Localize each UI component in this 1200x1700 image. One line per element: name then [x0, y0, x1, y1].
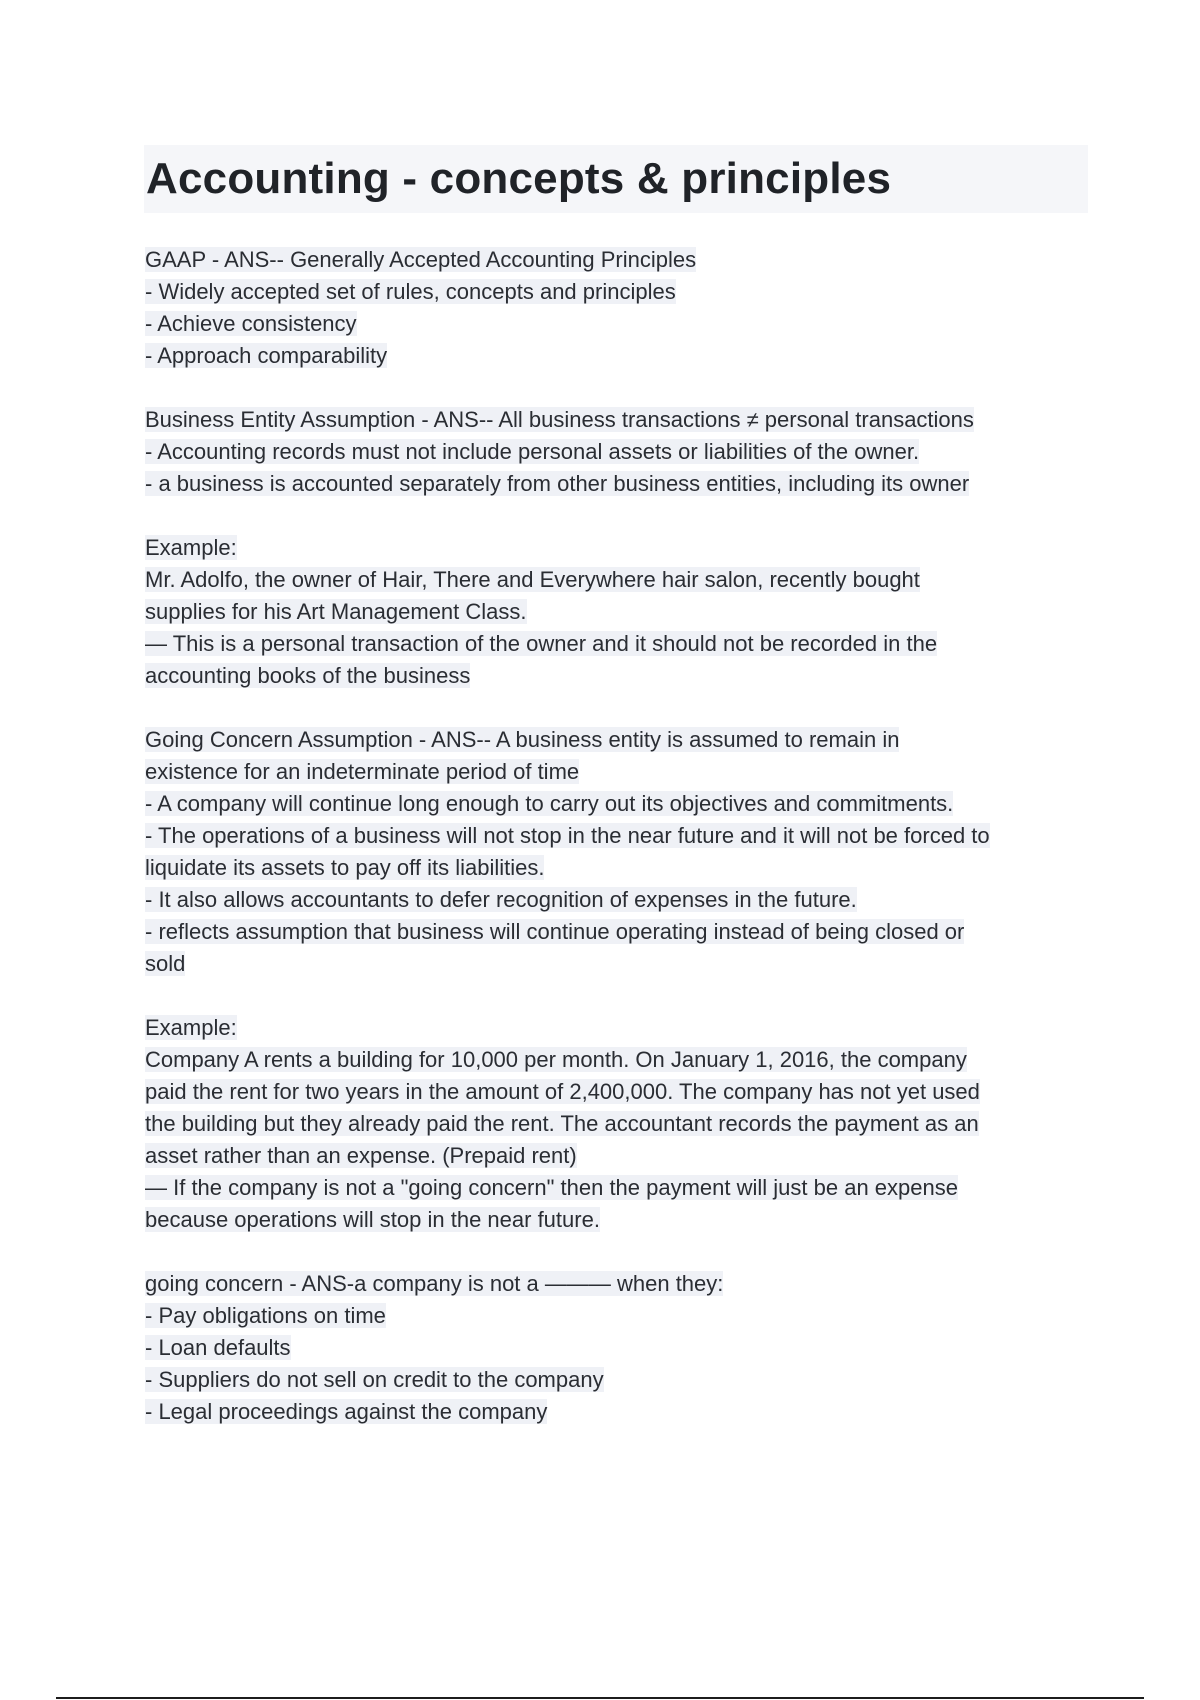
- text-line: asset rather than an expense. (Prepaid rent): [145, 1143, 577, 1168]
- gaap-section: [145, 244, 1085, 372]
- text-line: - Legal proceedings against the company: [145, 1399, 548, 1424]
- footer-divider: [56, 1697, 1144, 1699]
- text-line: - The operations of a business will not stop in the near future and it will not be forced to: [145, 823, 990, 848]
- text-line: Going Concern Assumption - ANS-- A business entity is assumed to remain in: [145, 727, 900, 752]
- text-line: — If the company is not a "going concern" then the payment will just be an expense: [145, 1175, 958, 1200]
- text-line: - reflects assumption that business will continue operating instead of being closed or: [145, 919, 965, 944]
- text-line: supplies for his Art Management Class.: [145, 599, 527, 624]
- text-line: existence for an indeterminate period of time: [145, 759, 580, 784]
- text-line: the building but they already paid the rent. The accountant records the payment as an: [145, 1111, 979, 1136]
- text-line: - Loan defaults: [145, 1335, 291, 1360]
- example-section-2: [145, 1012, 1085, 1236]
- going-concern-section: [145, 724, 1085, 980]
- text-line: liquidate its assets to pay off its liabilities.: [145, 855, 545, 880]
- text-line: because operations will stop in the near future.: [145, 1207, 600, 1232]
- title-bar: [144, 145, 1088, 213]
- document-body: [145, 244, 1085, 1460]
- text-line: GAAP - ANS-- Generally Accepted Accounting Principles: [145, 247, 697, 272]
- text-line: Business Entity Assumption - ANS-- All business transactions ≠ personal transactions: [145, 407, 974, 432]
- text-line: - a business is accounted separately from other business entities, including its owner: [145, 471, 970, 496]
- text-line: - Achieve consistency: [145, 311, 357, 336]
- text-line: - Widely accepted set of rules, concepts and principles: [145, 279, 676, 304]
- text-line: sold: [145, 951, 186, 976]
- text-line: - Pay obligations on time: [145, 1303, 386, 1328]
- text-line: paid the rent for two years in the amount of 2,400,000. The company has not yet used: [145, 1079, 980, 1104]
- text-line: Mr. Adolfo, the owner of Hair, There and Everywhere hair salon, recently bought: [145, 567, 920, 592]
- text-line: - A company will continue long enough to carry out its objectives and commitments.: [145, 791, 954, 816]
- text-line: - It also allows accountants to defer recognition of expenses in the future.: [145, 887, 857, 912]
- page-title: Accounting - concepts & principles: [146, 154, 892, 203]
- text-line: Company A rents a building for 10,000 per month. On January 1, 2016, the company: [145, 1047, 967, 1072]
- text-line: — This is a personal transaction of the owner and it should not be recorded in the: [145, 631, 938, 656]
- text-line: Example:: [145, 535, 237, 560]
- text-line: Example:: [145, 1015, 237, 1040]
- business-entity-section: [145, 404, 1085, 500]
- text-line: - Suppliers do not sell on credit to the company: [145, 1367, 604, 1392]
- going-concern-signs-section: [145, 1268, 1085, 1428]
- text-line: going concern - ANS-a company is not a ——— when they:: [145, 1271, 724, 1296]
- text-line: accounting books of the business: [145, 663, 471, 688]
- text-line: - Accounting records must not include personal assets or liabilities of the owner.: [145, 439, 920, 464]
- example-section-1: [145, 532, 1085, 692]
- text-line: - Approach comparability: [145, 343, 388, 368]
